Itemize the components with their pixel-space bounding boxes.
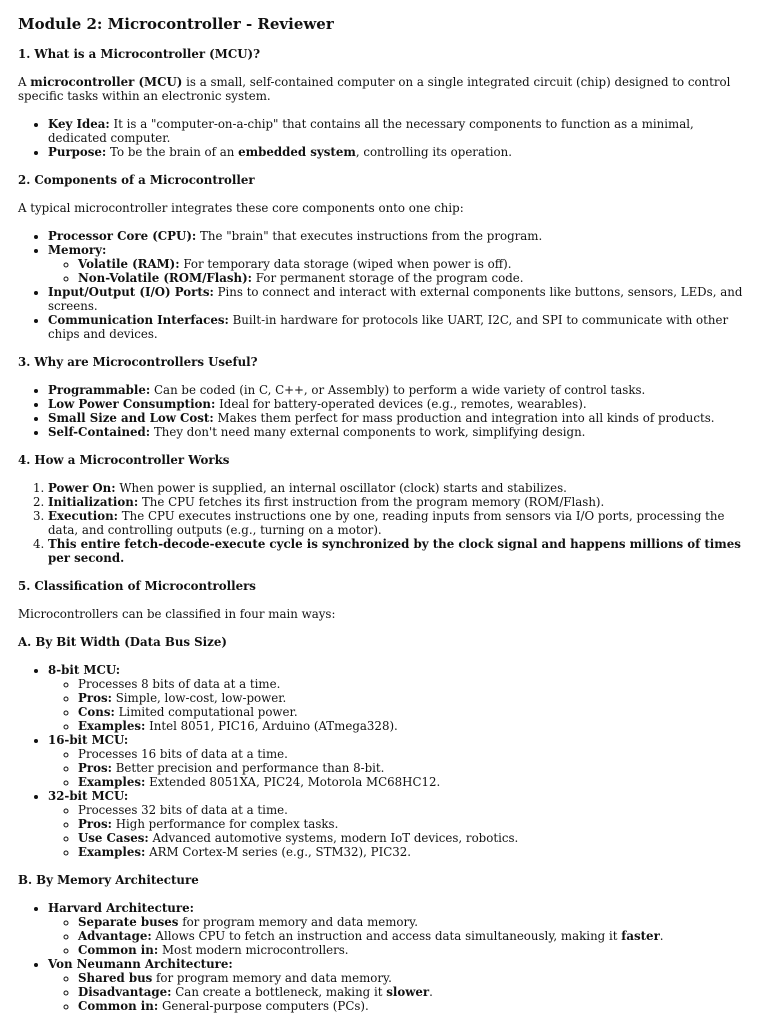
list-item: ◦ Examples: ARM Cortex-M series (e.g., STM32), PIC32.: [78, 845, 750, 859]
list-item: ◦ Examples: Extended 8051XA, PIC24, Motorola MC68HC12.: [78, 775, 750, 789]
list-item: • Von Neumann Architecture: ◦ Shared bus for program memory and data memory. ◦ Disadvantage: Can create a bottleneck, making it slower. ◦ Common in: General-purpose computers (PCs).: [48, 957, 750, 1013]
list-item: • Low Power Consumption: Ideal for battery-operated devices (e.g., remotes, wearables).: [48, 397, 750, 411]
bit32-sublist: [48, 803, 750, 859]
section-1-heading: 1. What is a Microcontroller (MCU)?: [18, 47, 260, 61]
page-title: Module 2: Microcontroller - Reviewer: [18, 15, 334, 33]
section-1-intro: A microcontroller (MCU) is a small, self-contained computer on a single integrated circuit (chip) designed to control specific tasks within an electronic system.: [18, 75, 731, 103]
list-item: ◦ Common in: Most modern microcontrollers.: [78, 943, 750, 957]
list-item: • Communication Interfaces: Built-in hardware for protocols like UART, I2C, and SPI to communicate with other chips and devices.: [48, 313, 750, 341]
bit16-sublist: [48, 747, 750, 789]
von-neumann-sublist: [48, 971, 750, 1013]
list-item: • 32-bit MCU: ◦ Processes 32 bits of data at a time. ◦ Pros: High performance for complex tasks. ◦ Use Cases: Advanced automotive systems, modern IoT devices, robotics. ◦ Examples: ARM Cortex-M series (e.g., STM32), PIC32.: [48, 789, 750, 859]
list-item: • Programmable: Can be coded (in C, C++, or Assembly) to perform a wide variety of control tasks.: [48, 383, 750, 397]
subsection-b-heading: B. By Memory Architecture: [18, 873, 199, 887]
harvard-sublist: [48, 915, 750, 957]
list-item: ◦ Disadvantage: Can create a bottleneck, making it slower.: [78, 985, 750, 999]
list-item: ◦ Cons: Limited computational power.: [78, 705, 750, 719]
list-item: • Key Idea: It is a "computer-on-a-chip" that contains all the necessary components to function as a minimal, dedicated computer.: [48, 117, 750, 145]
list-item: • Memory: ◦ Volatile (RAM): For temporary data storage (wiped when power is off). ◦ Non-Volatile (ROM/Flash): For permanent storage of the program code.: [48, 243, 750, 285]
section-2-intro: A typical microcontroller integrates these core components onto one chip:: [18, 201, 464, 215]
list-item: • Small Size and Low Cost: Makes them perfect for mass production and integration into all kinds of products.: [48, 411, 750, 425]
list-item: ◦ Common in: General-purpose computers (PCs).: [78, 999, 750, 1013]
list-item: 2. Initialization: The CPU fetches its first instruction from the program memory (ROM/Flash).: [48, 495, 750, 509]
list-item: ◦ Processes 8 bits of data at a time.: [78, 677, 750, 691]
list-item: 3. Execution: The CPU executes instructions one by one, reading inputs from sensors via I/O ports, processing the data, and controlling outputs (e.g., turning on a motor).: [48, 509, 750, 537]
bit8-sublist: [48, 677, 750, 733]
list-item: • Self-Contained: They don't need many external components to work, simplifying design.: [48, 425, 750, 439]
list-item: • Input/Output (I/O) Ports: Pins to connect and interact with external components like buttons, sensors, LEDs, and screens.: [48, 285, 750, 313]
list-item: ◦ Advantage: Allows CPU to fetch an instruction and access data simultaneously, making it faster.: [78, 929, 750, 943]
section-4-heading: 4. How a Microcontroller Works: [18, 453, 230, 467]
list-item: ◦ Pros: Better precision and performance than 8-bit.: [78, 761, 750, 775]
list-item: ◦ Processes 32 bits of data at a time.: [78, 803, 750, 817]
list-item: ◦ Examples: Intel 8051, PIC16, Arduino (ATmega328).: [78, 719, 750, 733]
list-item: ◦ Processes 16 bits of data at a time.: [78, 747, 750, 761]
section-2-heading: 2. Components of a Microcontroller: [18, 173, 255, 187]
bit-width-list: [18, 663, 750, 859]
list-item: ◦ Pros: High performance for complex tasks.: [78, 817, 750, 831]
list-item: • Processor Core (CPU): The "brain" that executes instructions from the program.: [48, 229, 750, 243]
section-3-list: [18, 383, 750, 439]
list-item: ◦ Pros: Simple, low-cost, low-power.: [78, 691, 750, 705]
list-item: 4. This entire fetch-decode-execute cycle is synchronized by the clock signal and happens millions of times per second.: [48, 537, 750, 565]
section-5-heading: 5. Classification of Microcontrollers: [18, 579, 256, 593]
list-item: ◦ Shared bus for program memory and data memory.: [78, 971, 750, 985]
section-3-heading: 3. Why are Microcontrollers Useful?: [18, 355, 258, 369]
list-item: ◦ Separate buses for program memory and data memory.: [78, 915, 750, 929]
list-item: • 16-bit MCU: ◦ Processes 16 bits of data at a time. ◦ Pros: Better precision and performance than 8-bit. ◦ Examples: Extended 8051XA, PIC24, Motorola MC68HC12.: [48, 733, 750, 789]
list-item: • Harvard Architecture: ◦ Separate buses for program memory and data memory. ◦ Advantage: Allows CPU to fetch an instruction and access data simultaneously, making it faster. ◦ Common in: Most modern microcontrollers.: [48, 901, 750, 957]
list-item: ◦ Non-Volatile (ROM/Flash): For permanent storage of the program code.: [78, 271, 750, 285]
list-item: ◦ Volatile (RAM): For temporary data storage (wiped when power is off).: [78, 257, 750, 271]
subsection-a-heading: A. By Bit Width (Data Bus Size): [18, 635, 227, 649]
list-item: • 8-bit MCU: ◦ Processes 8 bits of data at a time. ◦ Pros: Simple, low-cost, low-power. ◦ Cons: Limited computational power. ◦ Examples: Intel 8051, PIC16, Arduino (ATmega328).: [48, 663, 750, 733]
list-item: 1. Power On: When power is supplied, an internal oscillator (clock) starts and stabilizes.: [48, 481, 750, 495]
memory-sublist: [48, 257, 750, 285]
section-1-list: [18, 117, 750, 159]
list-item: ◦ Use Cases: Advanced automotive systems, modern IoT devices, robotics.: [78, 831, 750, 845]
list-item: • Purpose: To be the brain of an embedded system, controlling its operation.: [48, 145, 750, 159]
section-2-list: [18, 229, 750, 341]
section-4-list: [18, 481, 750, 565]
memory-architecture-list: [18, 901, 750, 1013]
section-5-intro: Microcontrollers can be classified in four main ways:: [18, 607, 336, 621]
